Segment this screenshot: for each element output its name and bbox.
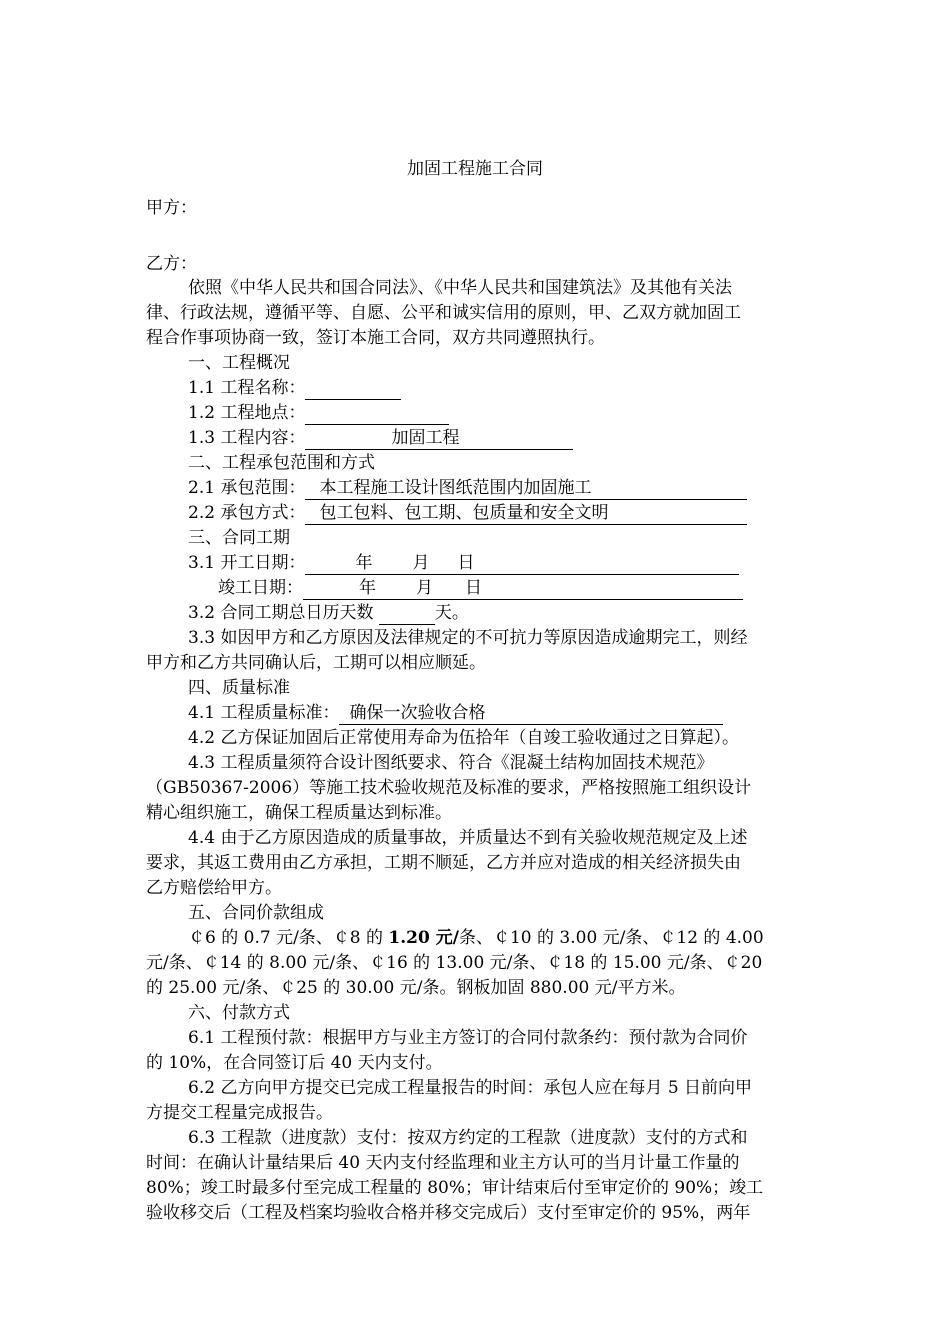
project-name-row	[188, 376, 810, 400]
clause-6-1-line-1: 6.1 工程预付款：根据甲方与业主方签订的合同付款条约：预付款为合同价	[188, 1028, 748, 1048]
price-line-1	[188, 926, 810, 950]
clause-6-3-line-1: 6.3 工程款（进度款）支付：按双方约定的工程款（进度款）支付的方式和	[188, 1128, 748, 1148]
clause-4-4-line-2: 要求，其返工费用由乙方承担，工期不顺延，乙方并应对造成的相关经济损失由	[146, 853, 741, 873]
price-line-2: 元/条、￠14 的 8.00 元/条、￠16 的 13.00 元/条、￠18 的 15.00 元/条、￠20	[146, 953, 763, 973]
start-date-row	[188, 551, 810, 575]
project-content-value: 加固工程	[391, 428, 460, 448]
section-4-heading: 四、质量标准	[188, 678, 290, 698]
section-1-heading: 一、工程概况	[188, 353, 290, 373]
quality-standard-label: 4.1 工程质量标准：	[188, 703, 340, 723]
clause-4-3-line-3: 精心组织施工，确保工程质量达到标准。	[146, 803, 452, 823]
clause-6-2-line-1: 6.2 乙方向甲方提交已完成工程量报告的时间：承包人应在每月 5 日前向甲	[188, 1078, 753, 1098]
price-line-1-bold: 1.20 元/	[388, 928, 459, 948]
clause-6-3-line-3: 80%；竣工时最多付至完成工程量的 80%；审计结束后付至审定价的 90%；竣工	[146, 1178, 764, 1198]
scope-field	[305, 477, 747, 500]
end-year: 年	[359, 578, 376, 598]
document-title: 加固工程施工合同	[407, 159, 543, 179]
project-location-label: 1.2 工程地点：	[188, 403, 306, 423]
end-month: 月	[416, 578, 433, 598]
price-line-1-part-a: ￠6 的 0.7 元/条、￠8 的	[188, 928, 389, 948]
clause-3-3-line-2: 甲方和乙方共同确认后，工期可以相应顺延。	[146, 653, 486, 673]
quality-standard-field	[339, 702, 723, 725]
section-3-heading: 三、合同工期	[188, 528, 290, 548]
clause-6-3-line-2: 时间：在确认计量结果后 40 天内支付经监理和业主方认可的当月计量工作量的	[146, 1153, 740, 1173]
mode-label: 2.2 承包方式：	[188, 503, 306, 523]
end-date-label: 竣工日期：	[218, 578, 303, 598]
end-date-row	[218, 576, 810, 600]
intro-line-2: 律、行政法规，遵循平等、自愿、公平和诚实信用的原则，甲、乙双方就加固工	[146, 303, 741, 323]
price-line-1-part-c: 条、￠10 的 3.00 元/条、￠12 的 4.00	[458, 928, 764, 948]
party-a-label: 甲方：	[146, 198, 197, 218]
mode-field	[305, 502, 747, 525]
end-day: 日	[465, 578, 482, 598]
quality-standard-row	[188, 701, 810, 725]
scope-value: 本工程施工设计图纸范围内加固施工	[319, 478, 592, 498]
start-date-field	[305, 552, 739, 575]
clause-4-4-line-3: 乙方赔偿给甲方。	[146, 878, 282, 898]
start-day: 日	[457, 553, 475, 573]
project-name-field	[305, 377, 401, 400]
intro-line-1: 依照《中华人民共和国合同法》、《中华人民共和国建筑法》及其他有关法	[188, 278, 732, 298]
total-days-row	[188, 601, 810, 625]
mode-row	[188, 501, 810, 525]
total-days-field	[379, 602, 435, 625]
quality-standard-value: 确保一次验收合格	[349, 703, 486, 723]
section-5-heading: 五、合同价款组成	[188, 903, 324, 923]
project-content-field	[305, 427, 573, 450]
clause-6-1-line-2: 的 10%，在合同签订后 40 天内支付。	[146, 1053, 443, 1073]
section-6-heading: 六、付款方式	[188, 1003, 290, 1023]
scope-row	[188, 476, 810, 500]
end-date-field	[303, 577, 743, 600]
clause-4-4-line-1: 4.4 由于乙方原因造成的质量事故，并质量达不到有关验收规范规定及上述	[188, 828, 748, 848]
mode-value: 包工包料、包工期、包质量和安全文明	[319, 503, 609, 523]
price-line-3: 的 25.00 元/条、￠25 的 30.00 元/条。钢板加固 880.00 元/平方米。	[146, 978, 686, 998]
clause-3-3-line-1: 3.3 如因甲方和乙方原因及法律规定的不可抗力等原因造成逾期完工，则经	[188, 628, 748, 648]
start-month: 月	[412, 553, 430, 573]
intro-line-3: 程合作事项协商一致，签订本施工合同，双方共同遵照执行。	[146, 328, 605, 348]
clause-4-2: 4.2 乙方保证加固后正常使用寿命为伍拾年（自竣工验收通过之日算起）。	[188, 728, 739, 748]
project-content-row	[188, 426, 810, 450]
total-days-unit: 天。	[434, 603, 469, 623]
start-date-label: 3.1 开工日期：	[188, 553, 306, 573]
scope-label: 2.1 承包范围：	[188, 478, 306, 498]
section-2-heading: 二、工程承包范围和方式	[188, 453, 375, 473]
clause-6-2-line-2: 方提交工程量完成报告。	[146, 1103, 333, 1123]
clause-4-3-line-2: （GB50367-2006）等施工技术验收规范及标准的要求，严格按照施工组织设计	[146, 778, 752, 798]
project-content-label: 1.3 工程内容：	[188, 428, 306, 448]
project-location-field	[305, 402, 449, 425]
project-location-row	[188, 401, 810, 425]
total-days-label: 3.2 合同工期总日历天数	[188, 603, 374, 623]
clause-6-3-line-4: 验收移交后（工程及档案均验收合格并移交完成后）支付至审定价的 95%，两年	[146, 1203, 751, 1223]
party-b-label: 乙方：	[146, 254, 197, 274]
project-name-label: 1.1 工程名称：	[188, 378, 306, 398]
start-year: 年	[355, 553, 373, 573]
clause-4-3-line-1: 4.3 工程质量须符合设计图纸要求、符合《混凝土结构加固技术规范》	[188, 753, 714, 773]
